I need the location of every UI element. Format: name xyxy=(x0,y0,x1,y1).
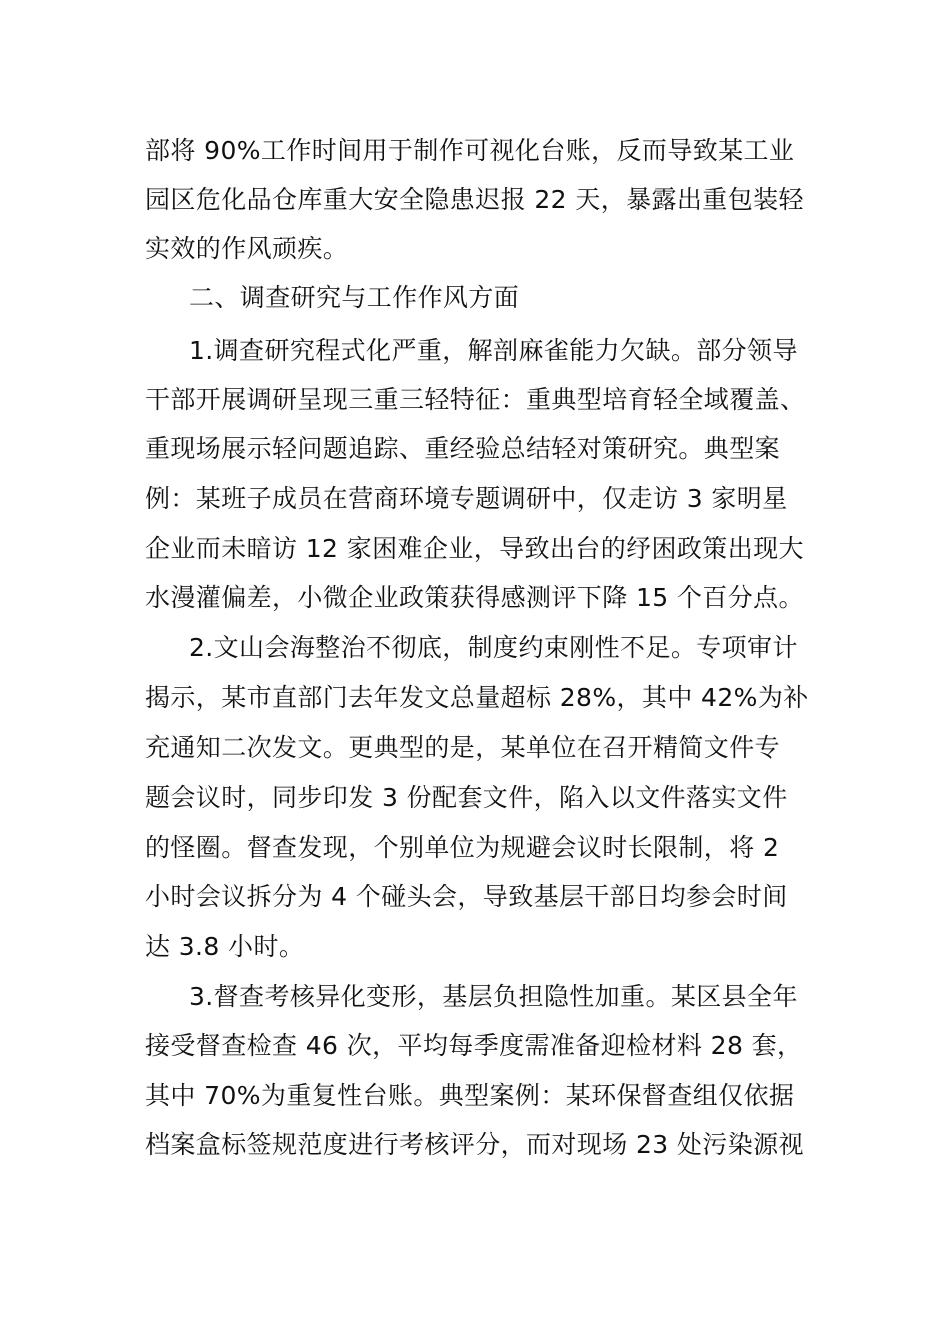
body-text-line: 实效的作风顽疾。 xyxy=(145,234,349,263)
body-text-line: 重现场展示轻问题追踪、重经验总结轻对策研究。典型案 xyxy=(145,434,781,463)
body-text-line: 题会议时，同步印发 3 份配套文件，陷入以文件落实文件 xyxy=(145,783,788,812)
body-text-line: 企业而未暗访 12 家困难企业，导致出台的纾困政策出现大 xyxy=(145,534,804,563)
body-text-line: 1.调查研究程式化严重，解剖麻雀能力欠缺。部分领导 xyxy=(189,336,798,365)
body-text-line: 接受督查检查 46 次，平均每季度需准备迎检材料 28 套， xyxy=(145,1031,803,1060)
body-text-line: 充通知二次发文。更典型的是，某单位在召开精简文件专 xyxy=(145,733,781,762)
body-text-line: 水漫灌偏差，小微企业政策获得感测评下降 15 个百分点。 xyxy=(145,583,804,612)
body-text-line: 揭示，某市直部门去年发文总量超标 28%，其中 42%为补 xyxy=(145,683,809,712)
body-text-line: 其中 70%为重复性台账。典型案例：某环保督查组仅依据 xyxy=(145,1081,795,1110)
body-text-line: 档案盒标签规范度进行考核评分，而对现场 23 处污染源视 xyxy=(145,1130,804,1159)
body-text-line: 干部开展调研呈现三重三轻特征：重典型培育轻全域覆盖、 xyxy=(145,385,806,414)
body-text-line: 园区危化品仓库重大安全隐患迟报 22 天，暴露出重包装轻 xyxy=(145,185,804,214)
body-text-line: 的怪圈。督查发现，个别单位为规避会议时长限制，将 2 xyxy=(145,833,780,862)
body-text-line: 部将 90%工作时间用于制作可视化台账，反而导致某工业 xyxy=(145,136,795,165)
body-text-line: 3.督查考核异化变形，基层负担隐性加重。某区县全年 xyxy=(189,982,798,1011)
section-heading: 二、调查研究与工作作风方面 xyxy=(189,283,520,312)
body-text-line: 例：某班子成员在营商环境专题调研中，仅走访 3 家明星 xyxy=(145,484,788,513)
body-text-line: 达 3.8 小时。 xyxy=(145,932,305,961)
body-text-line: 2.文山会海整治不彻底，制度约束刚性不足。专项审计 xyxy=(189,633,798,662)
body-text-line: 小时会议拆分为 4 个碰头会，导致基层干部日均参会时间 xyxy=(145,882,788,911)
